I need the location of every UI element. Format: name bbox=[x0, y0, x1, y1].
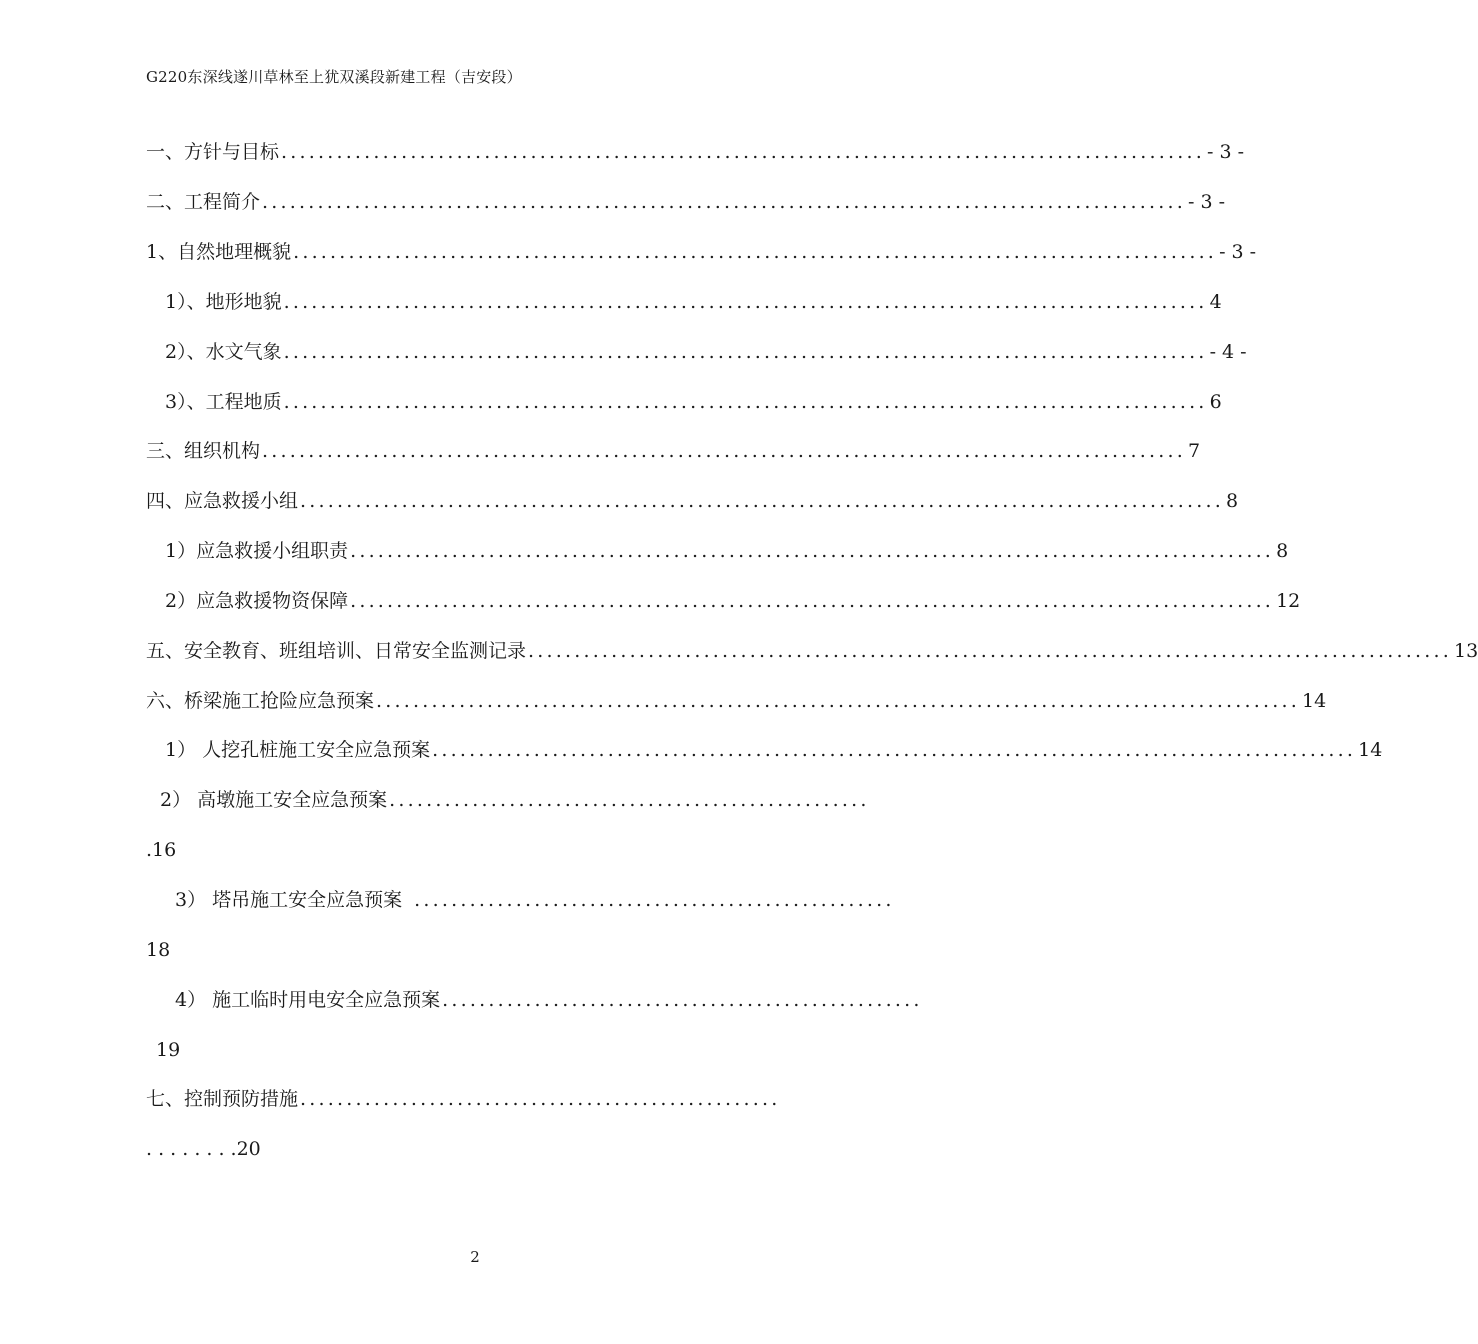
toc-entry-page: 4 bbox=[1209, 291, 1222, 313]
toc-entry[interactable] bbox=[146, 237, 1257, 267]
toc-entry[interactable] bbox=[165, 536, 1289, 566]
toc-entry-label: 3） 塔吊施工安全应急预案 bbox=[175, 889, 403, 911]
toc-entry-page: 6 bbox=[1209, 391, 1222, 413]
toc-entry-label: 1）应急救援小组职责 bbox=[165, 540, 349, 562]
toc-entry-label: 3）、工程地质 bbox=[165, 391, 282, 413]
toc-entry-label: 2） 高墩施工安全应急预案 bbox=[160, 789, 388, 811]
toc-dot-leader: .................................................................................................... bbox=[283, 341, 1208, 363]
toc-entry-page: .16 bbox=[146, 839, 177, 861]
toc-entry-label: 三、组织机构 bbox=[146, 440, 261, 462]
toc-entry-page: 8 bbox=[1276, 540, 1289, 562]
toc-entry[interactable] bbox=[146, 636, 1478, 666]
toc-entry[interactable] bbox=[165, 586, 1301, 616]
toc-entry[interactable] bbox=[146, 686, 1327, 716]
toc-dot-leader: .................................................................................................... bbox=[262, 440, 1186, 462]
running-header: G220东深线遂川草林至上犹双溪段新建工程（吉安段） bbox=[146, 68, 522, 86]
toc-entry[interactable] bbox=[160, 785, 870, 815]
toc-entry[interactable] bbox=[165, 387, 1222, 417]
toc-dot-leader: .................................................................................................... bbox=[350, 590, 1275, 612]
toc-entry-label: 六、桥梁施工抢险应急预案 bbox=[146, 690, 375, 712]
toc-dot-leader: .................................................................................................... bbox=[293, 241, 1218, 263]
toc-entry-page: 18 bbox=[146, 939, 171, 961]
toc-dot-leader: .................................................................................................... bbox=[283, 391, 1208, 413]
toc-entry-label: 五、安全教育、班组培训、日常安全监测记录 bbox=[146, 640, 527, 662]
toc-entry[interactable] bbox=[146, 187, 1225, 217]
toc-entry[interactable] bbox=[146, 486, 1239, 516]
toc-entry-label: 四、应急救援小组 bbox=[146, 490, 299, 512]
toc-entry-label: 1） 人挖孔桩施工安全应急预案 bbox=[165, 739, 431, 761]
toc-entry[interactable] bbox=[165, 287, 1222, 317]
toc-entry-page: 19 bbox=[156, 1039, 181, 1061]
toc-dot-leader: .................................................................................................... bbox=[528, 640, 1452, 662]
toc-dot-leader: .................................................................................................... bbox=[283, 291, 1208, 313]
toc-entry[interactable] bbox=[146, 1084, 806, 1114]
toc-entry-label: 2）应急救援物资保障 bbox=[165, 590, 349, 612]
toc-entry-label: 二、工程简介 bbox=[146, 191, 261, 213]
toc-entry[interactable] bbox=[175, 985, 923, 1015]
toc-dot-leader: .................................................................................................... bbox=[376, 690, 1300, 712]
toc-dot-leader: .................................................................................................... bbox=[281, 141, 1205, 163]
toc-entry-label: 1、自然地理概貌 bbox=[146, 241, 292, 263]
toc-dot-leader: .................................................... bbox=[442, 989, 923, 1011]
toc-entry-page: - 3 - bbox=[1219, 241, 1257, 263]
toc-dot-leader: .................................................................................................... bbox=[432, 739, 1357, 761]
toc-entry-label: 一、方针与目标 bbox=[146, 141, 280, 163]
toc-dot-leader: .................................................... bbox=[414, 889, 895, 911]
toc-entry-page: . . . . . . . .20 bbox=[146, 1138, 261, 1160]
toc-entry-page: 14 bbox=[1358, 739, 1383, 761]
toc-dot-leader: .................................................................................................... bbox=[350, 540, 1275, 562]
toc-entry[interactable] bbox=[165, 735, 1383, 765]
toc-entry-page: - 4 - bbox=[1209, 341, 1247, 363]
toc-entry[interactable] bbox=[175, 885, 895, 915]
toc-entry-page: 13 bbox=[1453, 640, 1478, 662]
toc-entry-label: 七、控制预防措施 bbox=[146, 1088, 299, 1110]
toc-entry-page: 12 bbox=[1276, 590, 1301, 612]
toc-entry-page: 7 bbox=[1187, 440, 1201, 462]
toc-entry-label: 1）、地形地貌 bbox=[165, 291, 282, 313]
toc-entry-label: 4） 施工临时用电安全应急预案 bbox=[175, 989, 441, 1011]
toc-entry-page: - 3 - bbox=[1206, 141, 1244, 163]
toc-dot-leader: .................................................................................................... bbox=[262, 191, 1186, 213]
toc-entry-page: - 3 - bbox=[1187, 191, 1225, 213]
page-number: 2 bbox=[470, 1248, 480, 1266]
toc-dot-leader: .................................................... bbox=[300, 1088, 781, 1110]
toc-entry-label: 2）、水文气象 bbox=[165, 341, 282, 363]
toc-dot-leader: .................................................................................................... bbox=[300, 490, 1224, 512]
toc-entry[interactable] bbox=[146, 137, 1244, 167]
toc-entry-page: 8 bbox=[1225, 490, 1239, 512]
toc-dot-leader: .................................................... bbox=[389, 789, 870, 811]
toc-entry-page: 14 bbox=[1301, 690, 1327, 712]
toc-entry[interactable] bbox=[165, 337, 1247, 367]
toc-entry[interactable] bbox=[146, 436, 1201, 466]
